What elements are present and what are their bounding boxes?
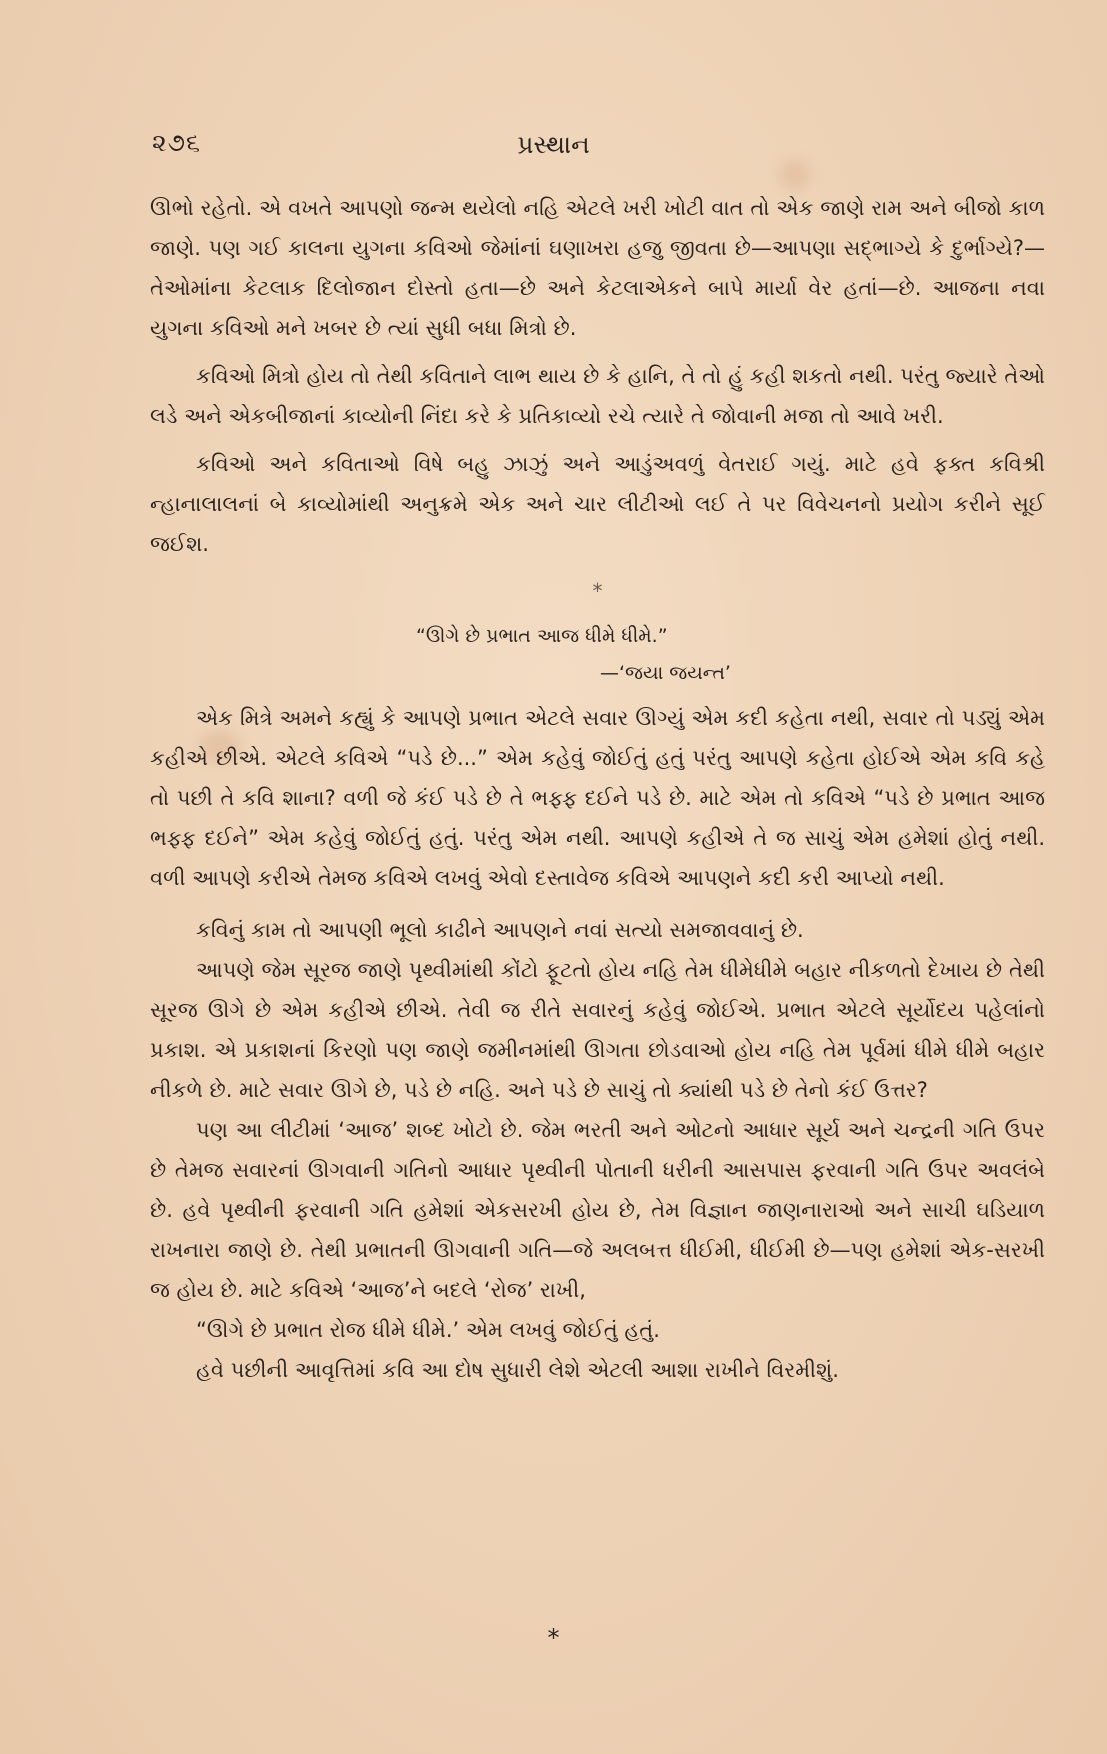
running-title: પ્રસ્થાન [517,130,590,159]
body-text [150,188,1045,1390]
paragraph: પણ આ લીટીમાં ‘આજ’ શબ્દ ખોટો છે. જેમ ભરતી અને ઓટનો આધાર સૂર્ય અને ચન્દ્રની ગતિ ઉપર છે તેમજ સવારનાં ઊગવાની ગતિનો આધાર પૃથ્વીની પોતાની ધરીની આસપાસ ફરવાની ગતિ ઉપર અવલંબે છે. હવે પૃથ્વીની ફરવાની ગતિ હમેશાં એકસરખી હોય છે, તેમ વિજ્ઞાન જાણનારાઓ અને સાચી ઘડિયાળ રાખનારા જાણે છે. તેથી પ્રભાતની ઊગવાની ગતિ—જે અલબત્ત ધીઈમી, ધીઈમી છે—પણ હમેશાં એક-સરખી જ હોય છે. માટે કવિએ ‘આજ’ને બદલે ‘રોજ’ રાખી, [150,1118,1045,1302]
paragraph: કવિઓ મિત્રો હોય તો તેથી કવિતાને લાભ થાય છે કે હાનિ, તે તો હું કહી શકતો નથી. પરંતુ જ્યારે તેઓ લડે અને એકબીજાનાં કાવ્યોની નિંદા કરે કે પ્રતિકાવ્યો રચે ત્યારે તે જોવાની મજા તો આવે ખરી. [150,364,1045,428]
page-number: ૨૭૬ [152,128,202,157]
quoted-verse: “ઊગે છે પ્રભાત આજ ધીમે ધીમે.” [416,625,668,647]
paragraph: ઊભો રહેતો. એ વખતે આપણો જન્મ થયેલો નહિ એટલે ખરી ખોટી વાત તો એક જાણે રામ અને બીજો કાળ જાણે. પણ ગઈ કાલના યુગના કવિઓ જેમાંનાં ઘણાખરા હજુ જીવતા છે—આપણા સદ્ભાગ્યે કે દુર્ભાગ્યે?—તેઓમાંના કેટલાક દિલોજાન દોસ્તો હતા—છે અને કેટલાએકને બાપે માર્યા વેર હતાં—છે. આજના નવા યુગના કવિઓ મને ખબર છે ત્યાં સુધી બધા મિત્રો છે. [150,196,1045,340]
quote-attribution: —‘જયા જયન્ત’ [600,662,731,684]
section-separator: * [592,579,603,603]
paragraph: “ઊગે છે પ્રભાત રોજ ધીમે ધીમે.’ એમ લખવું જોઈતું હતું. [196,1318,660,1342]
paragraph: કવિઓ અને કવિતાઓ વિષે બહુ ઝાઝું અને આડુંઅવળું વેતરાઈ ગયું. માટે હવે ફક્ત કવિશ્રી ન્હાનાલાલનાં બે કાવ્યોમાંથી અનુક્રમે એક અને ચાર લીટીઓ લઈ તે પર વિવેચનનો પ્રયોગ કરીને સૂઈ જઈશ. [150,452,1045,556]
paragraph: હવે પછીની આવૃત્તિમાં કવિ આ દોષ સુધારી લેશે એટલી આશા રાખીને વિરમીશું. [196,1358,839,1382]
end-mark: * [547,1624,560,1652]
page-stain [780,160,810,190]
paragraph: કવિનું કામ તો આપણી ભૂલો કાઢીને આપણને નવાં સત્યો સમજાવવાનું છે. [196,918,804,942]
paragraph: આપણે જેમ સૂરજ જાણે પૃથ્વીમાંથી કોંટો ફૂટતો હોય નહિ તેમ ધીમેધીમે બહાર નીકળતો દેખાય છે તેથી સૂરજ ઊગે છે એમ કહીએ છીએ. તેવી જ રીતે સવારનું કહેવું જોઈએ. પ્રભાત એટલે સૂર્યોદય પહેલાંનો પ્રકાશ. એ પ્રકાશનાં કિરણો પણ જાણે જમીનમાંથી ઊગતા છોડવાઓ હોય નહિ તેમ પૂર્વમાં ધીમે ધીમે બહાર નીકળે છે. માટે સવાર ઊગે છે, પડે છે નહિ. અને પડે છે સાચું તો ક્યાંથી પડે છે તેનો કંઈ ઉત્તર? [150,958,1045,1102]
paragraph: એક મિત્રે અમને કહ્યું કે આપણે પ્રભાત એટલે સવાર ઊગ્યું એમ કદી કહેતા નથી, સવાર તો પડ્યું એમ કહીએ છીએ. એટલે કવિએ “પડે છે...” એમ કહેવું જોઈતું હતું પરંતુ આપણે કહેતા હોઈએ એમ કવિ કહે તો પછી તે કવિ શાના? વળી જે કંઈ પડે છે તે ભફ્ફ દઈને પડે છે. માટે એમ તો કવિએ “પડે છે પ્રભાત આજ ભફ્ફ દઈને” એમ કહેવું જોઈતું હતું. પરંતુ એમ નથી. આપણે કહીએ તે જ સાચું એમ હમેશાં હોતું નથી. વળી આપણે કરીએ તેમજ કવિએ લખવું એવો દસ્તાવેજ કવિએ આપણને કદી કરી આપ્યો નથી. [150,706,1045,890]
